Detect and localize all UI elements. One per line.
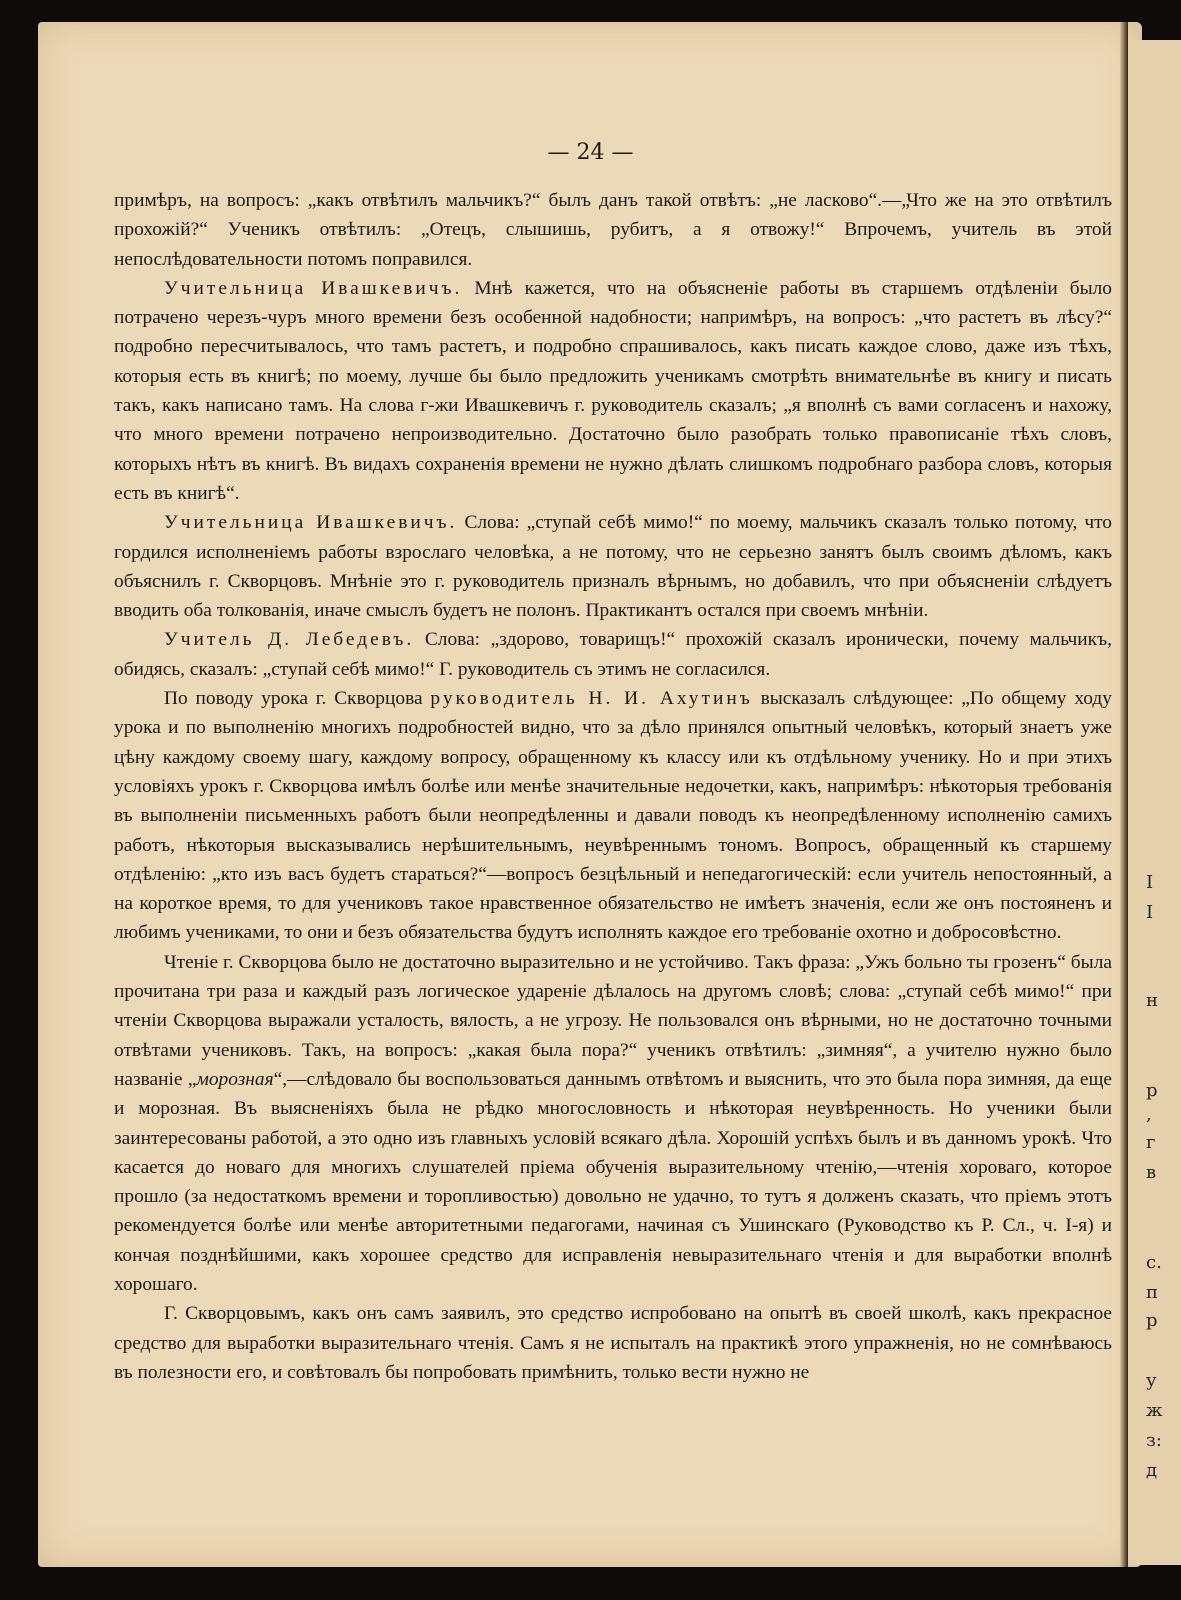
paragraph-text: высказалъ слѣдующее: „По общему ходу урока и по выполненію многихъ подробностей видно, что за дѣло принялся опытный человѣкъ, который знаетъ уже цѣну каждому своему шагу, каждому вопросу, обращенному къ классу или къ отдѣльному ученику. Но и при этихъ условіяхъ урокъ г. Скворцова имѣлъ болѣе или менѣе значительные недочетки, какъ, напримѣръ: нѣкоторыя требованія въ выполненіи письменныхъ работъ были неопредѣленны и давали поводъ къ неопредѣленному исполненію самихъ работъ, нѣкоторыя высказывались нерѣшительнымъ, неувѣреннымъ тономъ. Вопросъ, обращенный къ старшему отдѣленію: „кто изъ васъ будетъ стараться?“—вопросъ безцѣльный и непедагогическій: если учитель непостоянный, а на короткое время, то для учениковъ такое нравственное обязательство не имѣетъ значенія, если же онъ постояненъ и любимъ учениками, то они и безъ обязательства будутъ исполнять каждое его требованіе охотно и добросовѣстно. [114,688,1112,944]
next-page-fragment: I [1146,902,1154,923]
next-page-fragment: у [1146,1370,1157,1391]
paragraph [114,948,1112,1300]
paragraph [114,684,1112,948]
paragraph-text: Слова: „ступай себѣ мимо!“ по моему, мальчикъ сказалъ только потому, что гордился исполненіемъ работы взрослаго человѣка, а не потому, что не серьезно занятъ былъ своимъ дѣломъ, какъ объяснилъ г. Скворцовъ. Мнѣніе это г. руководитель призналъ вѣрнымъ, но добавилъ, что при объясненіи слѣдуетъ вводить оба толкованія, иначе смыслъ будетъ не полонъ. Практикантъ остался при своемъ мнѣніи. [114,512,1112,622]
paragraph-text: “,—слѣдовало бы воспользоваться даннымъ отвѣтомъ и выяснить, что это была пора зимняя, да еще и морозная. Въ выясненіяхъ была не рѣдко многословность и нѣкоторая неувѣренность. Но ученики были заинтересованы работой, а это одно изъ главныхъ условій всякаго дѣла. Хорошій успѣхъ былъ и въ данномъ урокѣ. Что касается до новаго для многихъ слушателей пріема обученія выразительному чтенію,—чтенія хороваго, которое прошло (за недостаткомъ времени и торопливостью) довольно не удачно, то тутъ я долженъ сказать, что пріемъ этотъ рекомендуется болѣе или менѣе авторитетными педагогами, начиная съ Ушинскаго (Руководство къ Р. Сл., ч. I-я) и кончая позднѣйшими, какъ хорошее средство для исправленія невыразительнаго чтенія и для выработки вполнѣ хорошаго. [114,1068,1112,1295]
speaker-name: руководитель Н. И. Ахутинъ [430,688,753,710]
paragraph [114,625,1112,684]
speaker-name: Учительница Ивашкевичъ. [164,277,463,299]
next-page-edge [1128,40,1181,1565]
page-gutter [1120,22,1128,1567]
next-page-fragment: с. [1146,1252,1162,1273]
paragraph-text: Чтеніе г. Скворцова было не достаточно выразительно и не устойчиво. Такъ фраза: „Ужъ больно ты грозенъ“ была прочитана три раза и каждый разъ логическое удареніе дѣлалось на другомъ словѣ; слова: „ступай себѣ мимо!“ при чтеніи Скворцова выражали усталость, вялость, а не угрозу. Не пользовался онъ вѣрными, но не достаточно точными отвѣтами учениковъ. Такъ, на вопросъ: „какая была пора?“ ученикъ отвѣтилъ: „зимняя“, а учителю нужно было названіе „ [114,951,1112,1090]
paragraph [114,1299,1112,1387]
next-page-fragment: д [1146,1460,1158,1481]
next-page-fragment: , [1146,1104,1152,1125]
next-page-fragment: н [1146,990,1158,1011]
next-page-fragment: р [1146,1310,1158,1331]
next-page-fragment: I [1146,872,1154,893]
paragraph-text: Слова: „здорово, товарищъ!“ прохожій сказалъ иронически, почему мальчикъ, обидясь, сказалъ: „ступай себѣ мимо!“ Г. руководитель съ этимъ не согласился. [114,629,1112,680]
next-page-fragment: п [1146,1282,1158,1303]
paragraph [114,186,1112,274]
next-page-fragment: ж [1146,1400,1163,1421]
speaker-name: Учительница Ивашкевичъ. [164,512,458,534]
paragraph-text: примѣръ, на вопросъ: „какъ отвѣтилъ мальчикъ?“ былъ данъ такой отвѣтъ: „не ласково“.—„Что же на это отвѣтилъ прохожій?“ Ученикъ отвѣтилъ: „Отецъ, слышишь, рубитъ, а я отвожу!“ Впрочемъ, учитель въ этой непослѣдовательности потомъ поправился. [114,190,1112,270]
next-page-fragment: г [1146,1132,1156,1153]
next-page-fragment: в [1146,1162,1157,1183]
next-page-fragment: р [1146,1080,1158,1101]
paragraph-lead: По поводу урока г. Скворцова [164,688,423,710]
paragraph [114,508,1112,625]
paragraph-text: Г. Скворцовымъ, какъ онъ самъ заявилъ, это средство испробовано на опытѣ въ своей школѣ, какъ прекрасное средство для выработки выразительнаго чтенія. Самъ я не испыталъ на практикѣ этого упражненія, но не сомнѣваюсь въ полезности его, и совѣтовалъ бы попробовать примѣнить, только вести нужно не [114,1303,1112,1383]
speaker-name: Учитель Д. Лебедевъ. [164,629,415,651]
body-text [114,186,1112,1387]
emphasized-word: морозная [196,1068,274,1090]
paragraph-text: Мнѣ кажется, что на объясненіе работы въ старшемъ отдѣленіи было потрачено черезъ-чуръ много времени безъ особенной надобности; напримѣръ, на вопросъ: „что растетъ въ лѣсу?“ подробно пересчитывалось, что тамъ растетъ, и подробно спрашивалось, какъ писать каждое слово, даже изъ тѣхъ, которыя есть въ книгѣ; по моему, лучше бы было предложить ученикамъ смотрѣть внимательнѣе въ книгу и писать такъ, какъ написано тамъ. На слова г-жи Ивашкевичъ г. руководитель сказалъ; „я вполнѣ съ вами согласенъ и нахожу, что много времени потрачено непроизводительно. Достаточно было разобрать только правописаніе тѣхъ словъ, которыхъ нѣтъ въ книгѣ. Въ видахъ сохраненія времени не нужно дѣлать слишкомъ подробнаго разбора словъ, которыя есть въ книгѣ“. [114,277,1112,504]
paragraph [114,274,1112,508]
next-page-fragment: з: [1146,1430,1162,1451]
page-number: — 24 — [547,140,634,165]
